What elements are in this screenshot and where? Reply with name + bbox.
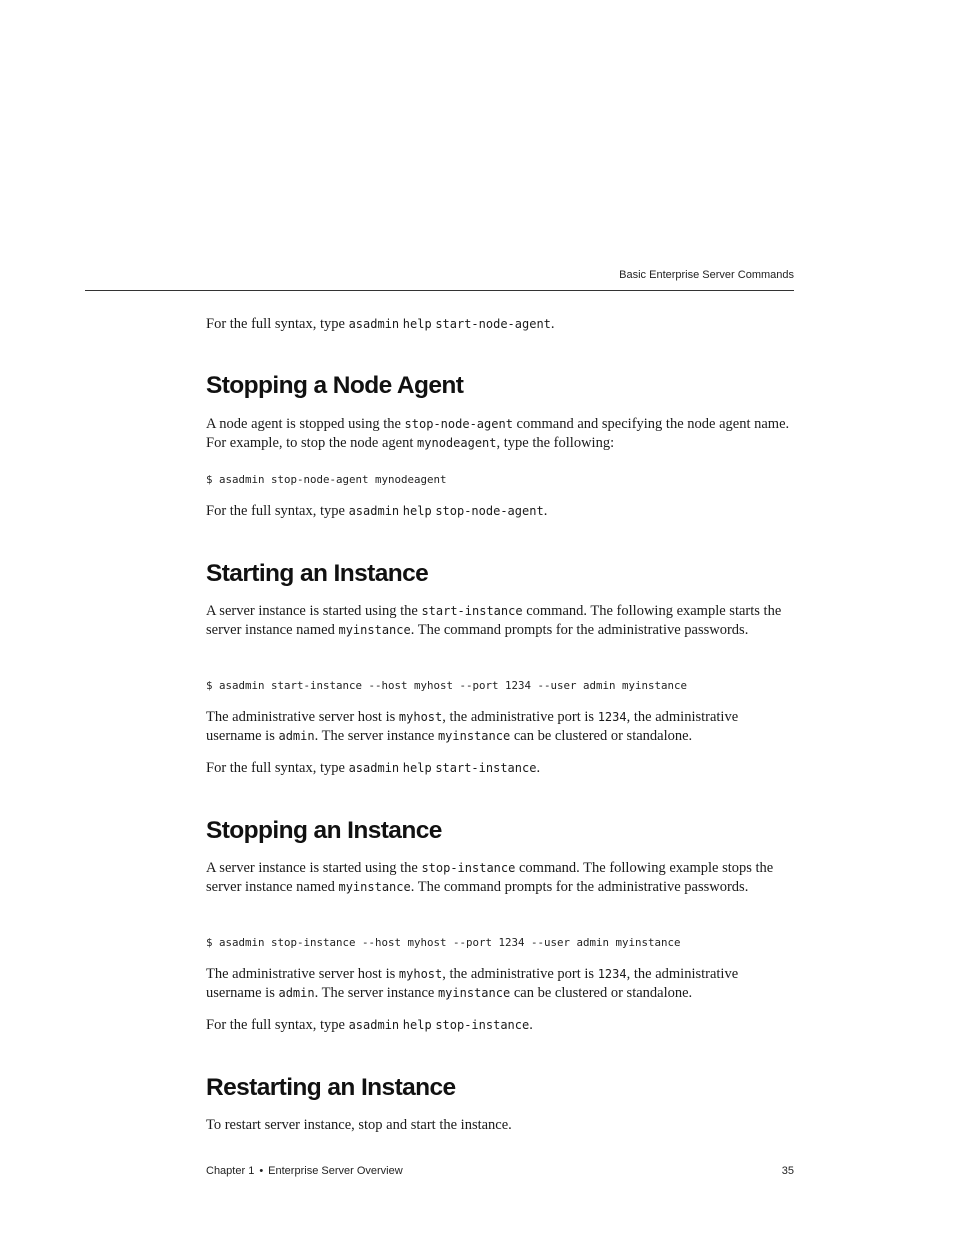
inline-code: asadmin (348, 761, 400, 775)
syntax-prefix: For the full syntax, type (206, 316, 349, 332)
restart-instance-description: To restart server instance, stop and start the instance. (206, 1117, 512, 1133)
footer-bullet: • (259, 1165, 264, 1177)
inline-code: help (402, 317, 432, 331)
text: command. The following example starts the server instance named (206, 603, 782, 638)
inline-code: 1234 (597, 710, 627, 724)
inline-code: stop-instance (435, 1018, 530, 1032)
text: A node agent is stopped using the (206, 416, 405, 432)
text: , the administrative port is (442, 709, 598, 725)
inline-code: start-node-agent (435, 317, 551, 331)
text: command. The following example stops the server instance named (206, 860, 774, 895)
text: . The server instance (314, 727, 438, 744)
stop-instance-description (206, 859, 794, 896)
syntax-prefix: For the full syntax, type (206, 1017, 349, 1033)
inline-code: stop-node-agent (404, 417, 513, 431)
inline-code: asadmin (348, 504, 400, 518)
code-example-start-instance: $ asadmin start-instance --host myhost --port 1234 --user admin myinstance (206, 679, 688, 692)
syntax-prefix: For the full syntax, type (206, 503, 349, 519)
inline-code: admin (278, 985, 315, 1000)
inline-code: help (402, 504, 432, 518)
punctuation: . (536, 760, 541, 776)
footer-chapter-number: Chapter 1 (206, 1165, 255, 1177)
footer-chapter (206, 1165, 403, 1177)
inline-code: asadmin (348, 317, 400, 331)
text: A server instance is started using the (206, 603, 422, 619)
punctuation: . (529, 1017, 533, 1033)
text: , the administrative port is (442, 966, 598, 982)
start-instance-syntax-line (206, 759, 794, 778)
code-example-stop-instance: $ asadmin stop-instance --host myhost --port 1234 --user admin myinstance (206, 936, 681, 949)
text: can be clustered or standalone. (510, 727, 693, 744)
stop-node-agent-syntax-line (206, 502, 794, 521)
inline-code: 1234 (597, 967, 627, 981)
text: The administrative server host is (206, 709, 399, 725)
inline-code: stop-node-agent (435, 504, 544, 518)
punctuation: . (550, 316, 555, 332)
inline-code: myinstance (437, 728, 511, 743)
text: A server instance is started using the (206, 860, 422, 876)
start-instance-description (206, 602, 794, 639)
text: , the administrative username is (206, 966, 739, 1001)
text: command and specifying the node agent name. For example, to stop the node agent (206, 416, 790, 451)
text: . The command prompts for the administrative passwords. (410, 878, 749, 895)
inline-code: stop-instance (421, 861, 516, 875)
code-example-stop-node-agent: $ asadmin stop-node-agent mynodeagent (206, 473, 447, 486)
inline-code: help (402, 1018, 432, 1032)
intro-syntax-line (206, 315, 794, 334)
inline-code: myinstance (437, 985, 511, 1000)
inline-code: start-instance (421, 604, 523, 618)
header-rule (85, 290, 794, 291)
stop-node-agent-description (206, 415, 794, 452)
inline-code: asadmin (348, 1018, 400, 1032)
inline-code: start-instance (435, 761, 537, 775)
inline-code: admin (278, 728, 315, 743)
text: , the administrative username is (206, 709, 739, 744)
inline-code: myhost (398, 967, 443, 981)
punctuation: . (543, 503, 548, 519)
inline-code: mynodeagent (417, 435, 497, 450)
section-heading-stopping-instance: Stopping an Instance (206, 817, 442, 844)
inline-code: myhost (398, 710, 443, 724)
section-heading-stopping-node-agent: Stopping a Node Agent (206, 372, 464, 399)
syntax-prefix: For the full syntax, type (206, 760, 349, 776)
inline-code: myinstance (338, 879, 411, 894)
stop-instance-explanation (206, 965, 794, 1002)
stop-instance-syntax-line (206, 1016, 794, 1035)
inline-code: myinstance (338, 622, 411, 637)
start-instance-explanation (206, 708, 794, 745)
text: . The command prompts for the administrative passwords. (410, 621, 749, 638)
text: The administrative server host is (206, 966, 399, 982)
text: can be clustered or standalone. (510, 984, 693, 1001)
text: . The server instance (314, 984, 438, 1001)
running-header: Basic Enterprise Server Commands (619, 269, 794, 281)
footer-chapter-title: Enterprise Server Overview (268, 1165, 403, 1177)
inline-code: help (402, 761, 432, 775)
text: , type the following: (496, 434, 615, 451)
section-heading-restarting-instance: Restarting an Instance (206, 1074, 456, 1101)
section-heading-starting-instance: Starting an Instance (206, 560, 429, 587)
page-number: 35 (781, 1165, 794, 1177)
